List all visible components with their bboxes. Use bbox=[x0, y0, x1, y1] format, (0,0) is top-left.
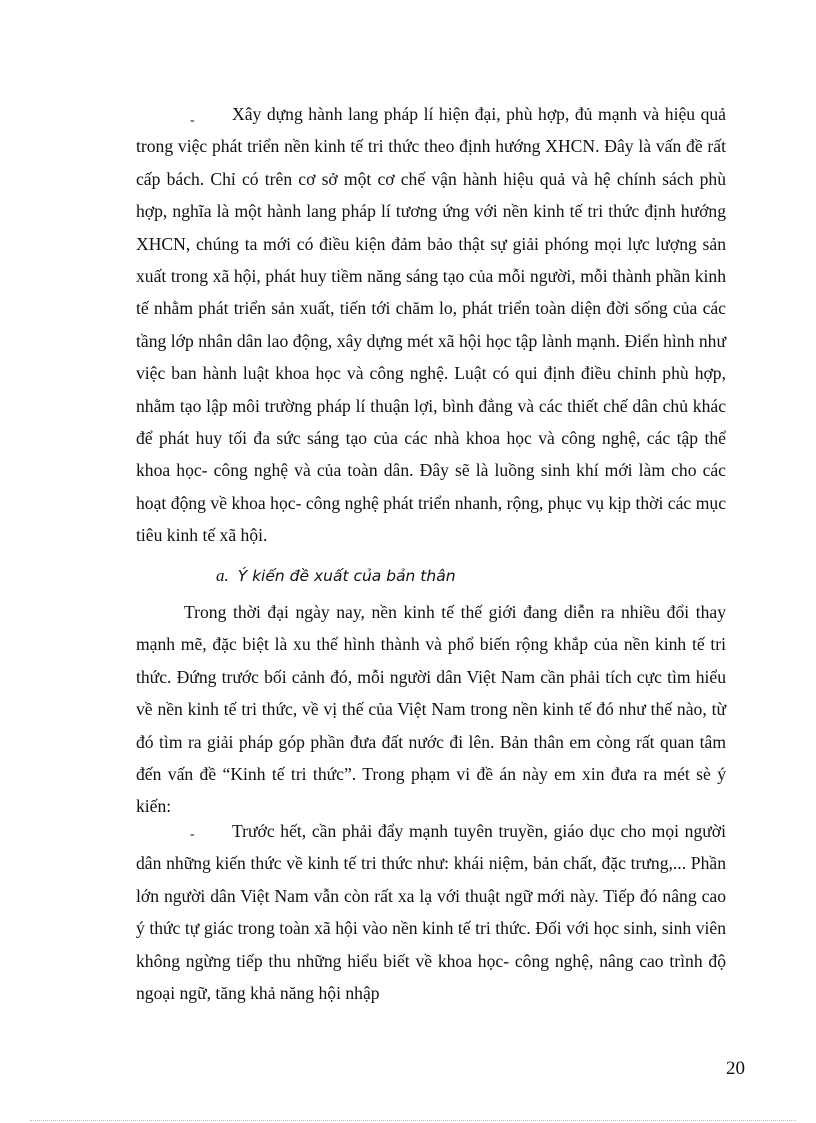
bullet-dash-1: - bbox=[190, 113, 195, 128]
footer-rule bbox=[30, 1120, 796, 1121]
heading-text: Ý kiến đề xuất của bản thân bbox=[237, 567, 456, 585]
paragraph-legal-framework: Xây dựng hành lang pháp lí hiện đại, phù hợp, đủ mạnh và hiệu quả trong việc phát triển nền kinh tế tri thức theo định hướng XHCN. Đây là vấn đề rất cấp bách. Chỉ có trên cơ sở một cơ chế vận hành hiệu quả và hệ chính sách phù hợp, nghĩa là một hành lang pháp lí tương ứng với nền kinh tế tri thức định hướng XHCN, chúng ta mới có điều kiện đảm bảo thật sự giải phóng mọi lực lượng sản xuất trong xã hội, phát huy tiềm năng sáng tạo của mỗi người, mỗi thành phần kinh tế nhằm phát triển sản xuất, tiến tới chăm lo, phát triển toàn diện đời sống của các tầng lớp nhân dân lao động, xây dựng mét xã hội học tập lành mạnh. Điển hình như việc ban hành luật khoa học và công nghệ. Luật có qui định điều chỉnh phù hợp, nhằm tạo lập môi trường pháp lí thuận lợi, bình đẳng và các thiết chế dân chủ khác để phát huy tối đa sức sáng tạo của các nhà khoa học và công nghệ, các tập thể khoa học- công nghệ và của toàn dân. Đây sẽ là luồng sinh khí mới làm cho các hoạt động về khoa học- công nghệ phát triển nhanh, rộng, phục vụ kịp thời các mục tiêu kinh tế xã hội. bbox=[136, 104, 726, 546]
paragraph-propaganda-education: Trước hết, cần phải đẩy mạnh tuyên truyền, giáo dục cho mọi người dân những kiến thức về kinh tế tri thức như: khái niệm, bản chất, đặc trưng,... Phần lớn người dân Việt Nam vẫn còn rất xa lạ với thuật ngữ mới này. Tiếp đó nâng cao ý thức tự giác trong toàn xã hội vào nền kinh tế tri thức. Đối với học sinh, sinh viên không ngừng tiếp thu những hiểu biết về khoa học- công nghệ, nâng cao trình độ ngoại ngữ, tăng khả năng hội nhập bbox=[136, 821, 726, 1004]
bullet-dash-2: - bbox=[190, 827, 195, 842]
page-number: 20 bbox=[726, 1058, 745, 1079]
section-heading bbox=[216, 561, 456, 591]
heading-marker: a. bbox=[216, 566, 229, 585]
paragraph-personal-proposal: Trong thời đại ngày nay, nền kinh tế thế giới đang diễn ra nhiều đổi thay mạnh mẽ, đặc biệt là xu thế hình thành và phổ biến rộng khắp của nền kinh tế tri thức. Đứng trước bối cảnh đó, mỗi người dân Việt Nam cần phải tích cực tìm hiểu về nền kinh tế tri thức, về vị thế của Việt Nam trong nền kinh tế đó như thế nào, từ đó tìm ra giải pháp góp phần đưa đất nước đi lên. Bản thân em còng rất quan tâm đến vấn đề “Kinh tế tri thức”. Trong phạm vi đề án này em xin đưa ra mét sè ý kiến: bbox=[136, 602, 726, 817]
